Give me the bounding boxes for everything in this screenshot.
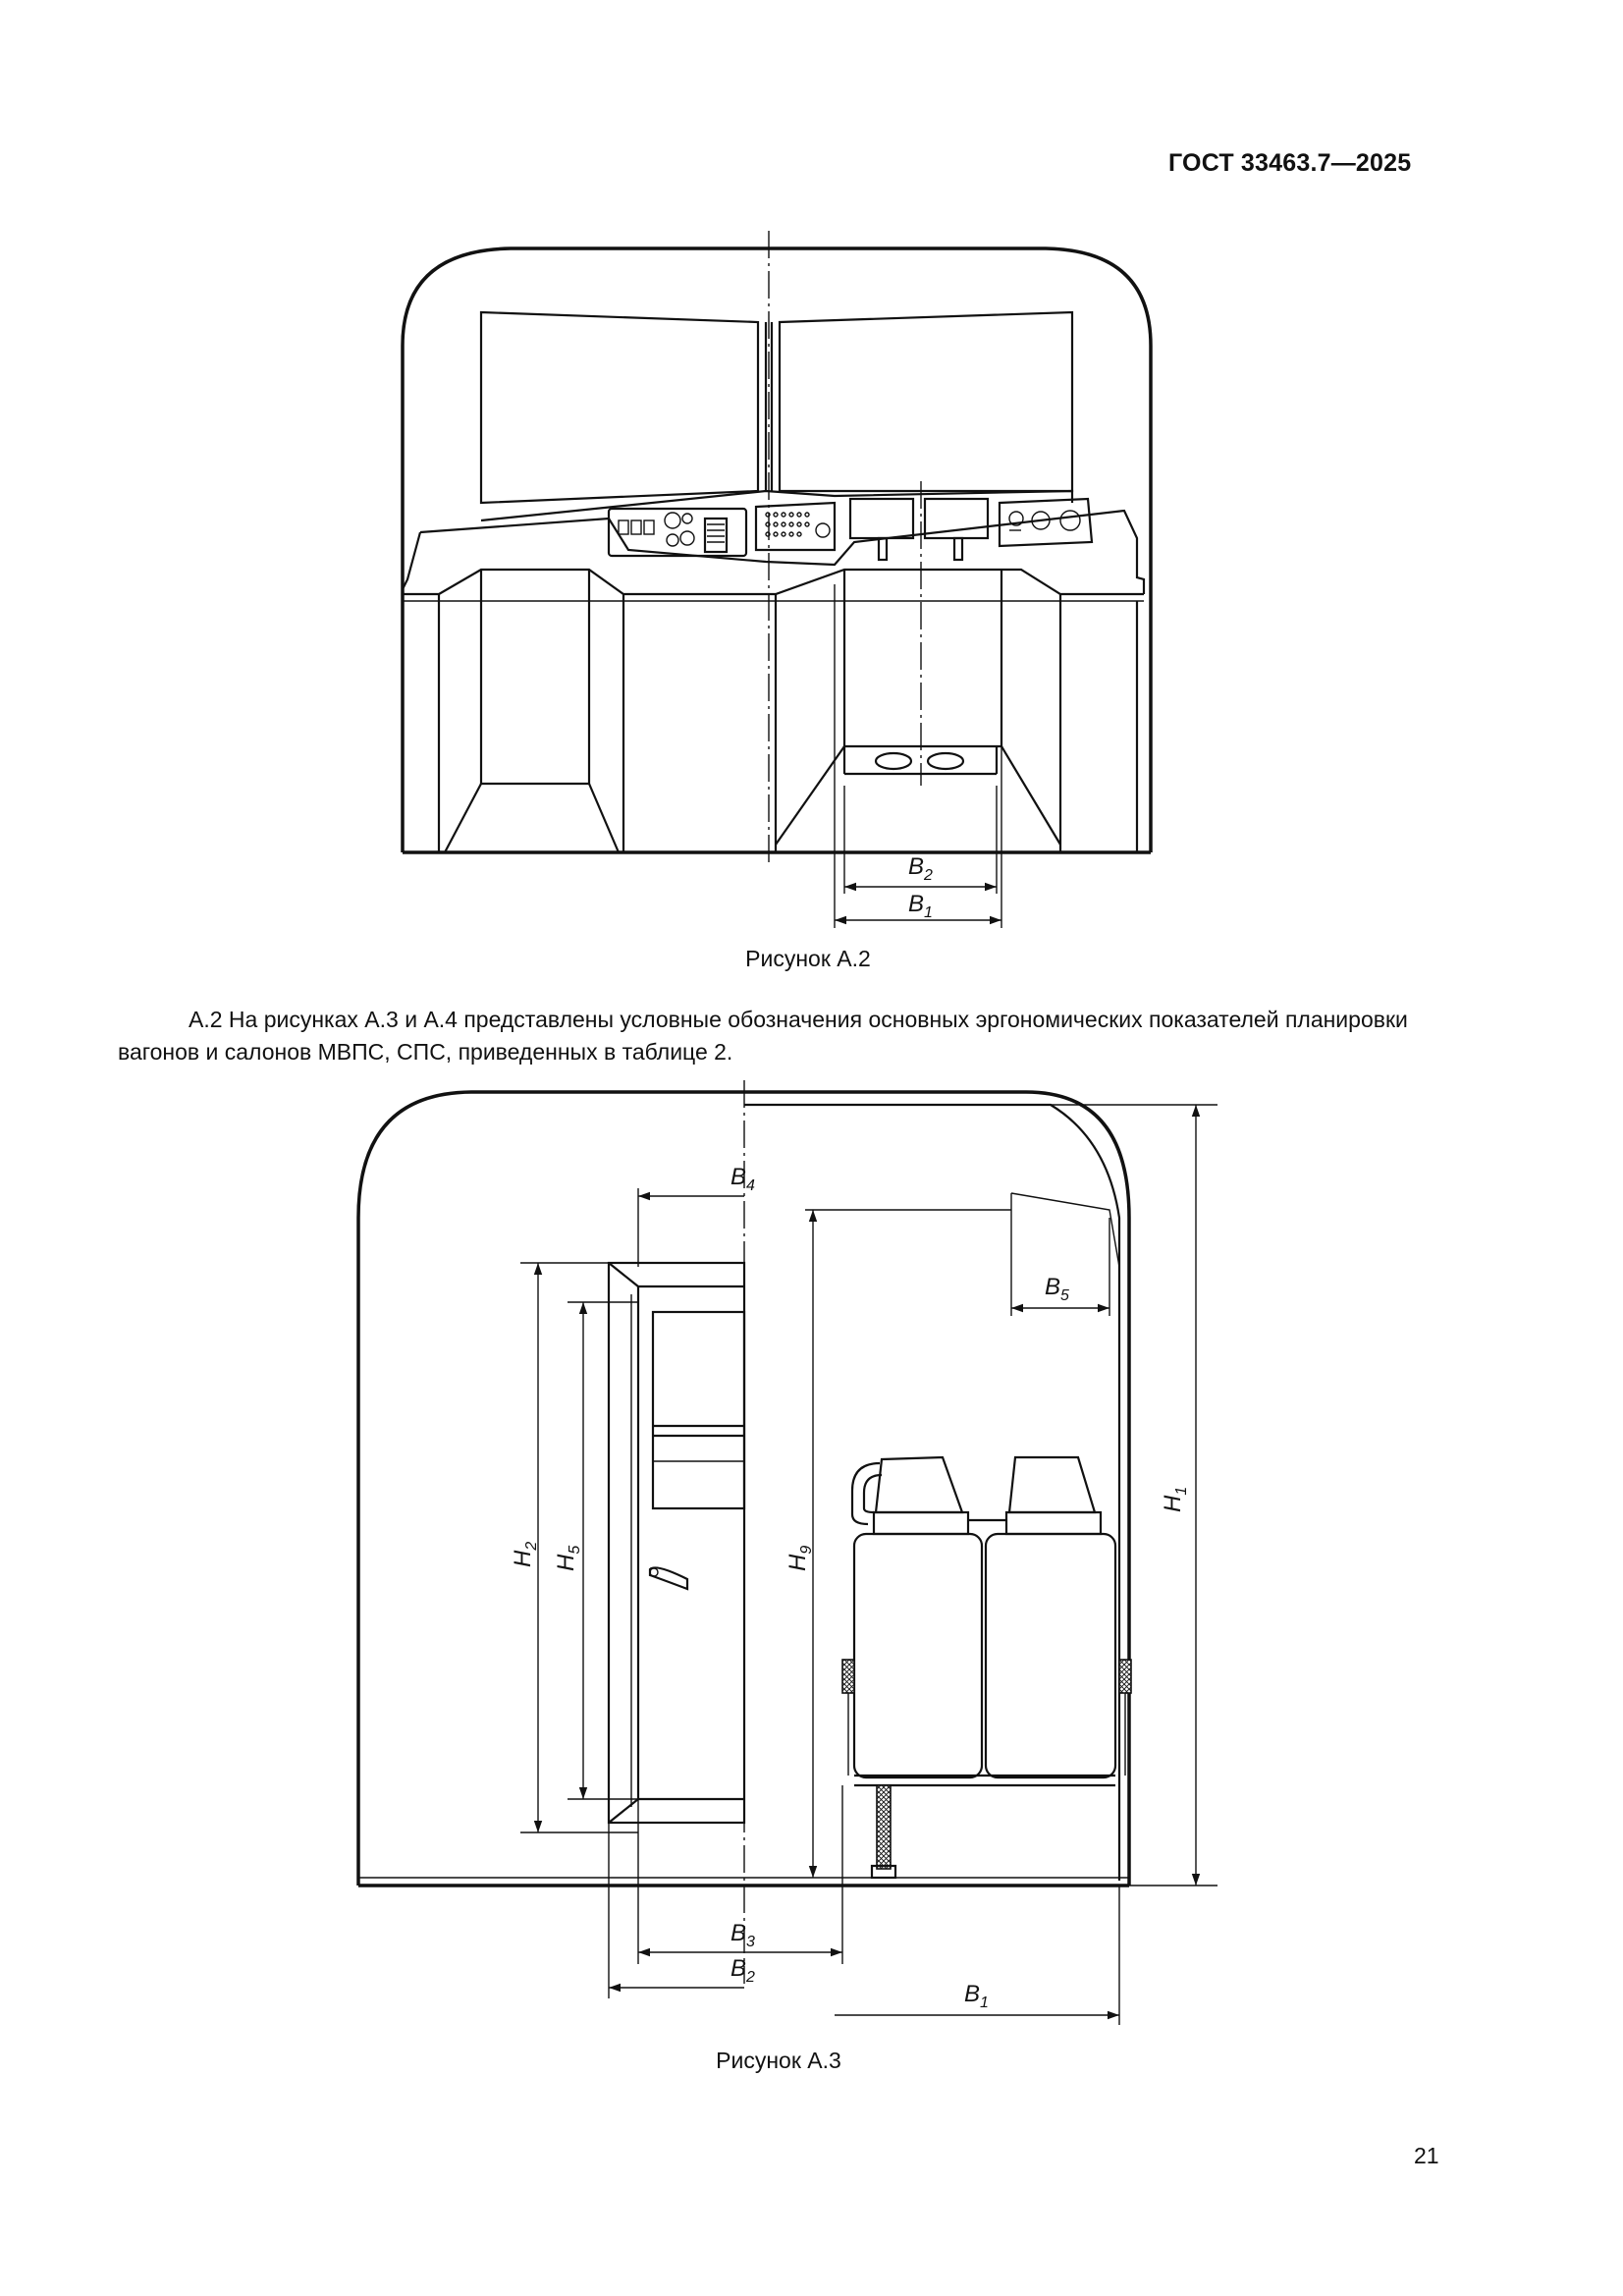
label-h5: $H_5$ (553, 1545, 583, 1571)
passenger-seats (842, 1457, 1131, 1878)
windshield (481, 312, 1072, 503)
label-b2-a2: $B_2$ (908, 853, 933, 884)
console-cabinets (403, 570, 1137, 928)
label-b3: $B_3$ (730, 1920, 755, 1950)
paragraph-a2: А.2 На рисунках А.3 и А.4 представлены условные обозначения основных эргономических показателей планировки вагонов и салонов МВПС, СПС, приведенных в таблице 2. (118, 1007, 1408, 1065)
dimension-b2-a3 (609, 1823, 744, 1998)
label-h1: $H_1$ (1160, 1486, 1190, 1512)
door (609, 1263, 744, 1823)
label-b1-a2: $B_1$ (908, 891, 933, 921)
label-h9: $H_9$ (784, 1545, 815, 1571)
label-b2-a3: $B_2$ (730, 1955, 755, 1986)
label-b1-a3: $B_1$ (964, 1981, 989, 2011)
label-b5: $B_5$ (1045, 1274, 1069, 1304)
label-b4: $B_4$ (730, 1164, 755, 1194)
document-id: ГОСТ 33463.7—2025 (1168, 149, 1412, 177)
figure-a2-caption: Рисунок А.2 (745, 946, 871, 971)
label-h2: $H_2$ (510, 1541, 540, 1567)
driver-console (403, 499, 1144, 601)
figure-a3-caption: Рисунок А.3 (716, 2048, 841, 2073)
page-number: 21 (1414, 2143, 1439, 2168)
dimension-b4 (638, 1188, 744, 1267)
